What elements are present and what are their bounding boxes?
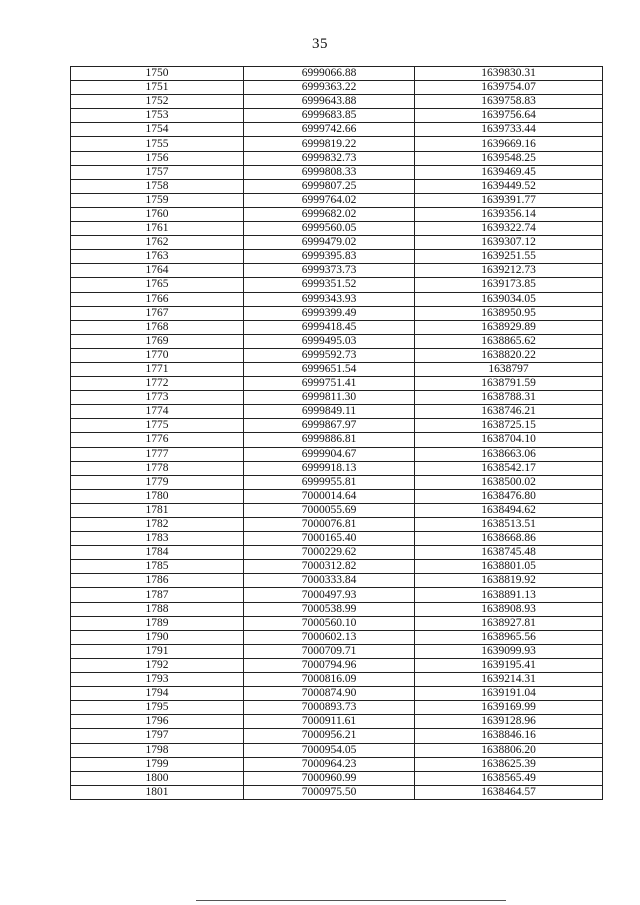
- x-coordinate-cell: 6999832.73: [244, 151, 415, 165]
- x-coordinate-cell: 7000893.73: [244, 701, 415, 715]
- x-coordinate-cell: 6999643.88: [244, 95, 415, 109]
- x-coordinate-cell: 7000229.62: [244, 546, 415, 560]
- point-number-cell: 1771: [71, 362, 244, 376]
- table-row: [71, 264, 603, 278]
- table-row: [71, 518, 603, 532]
- x-coordinate-cell: 7000055.69: [244, 503, 415, 517]
- y-coordinate-cell: 1638908.93: [415, 602, 603, 616]
- point-number-cell: 1760: [71, 207, 244, 221]
- y-coordinate-cell: 1638745.48: [415, 546, 603, 560]
- x-coordinate-cell: 6999066.88: [244, 67, 415, 81]
- point-number-cell: 1793: [71, 673, 244, 687]
- x-coordinate-cell: 7000816.09: [244, 673, 415, 687]
- point-number-cell: 1796: [71, 715, 244, 729]
- table-row: [71, 532, 603, 546]
- table-row: [71, 771, 603, 785]
- point-number-cell: 1766: [71, 292, 244, 306]
- table-row: [71, 151, 603, 165]
- x-coordinate-cell: 7000964.23: [244, 757, 415, 771]
- table-row: [71, 546, 603, 560]
- y-coordinate-cell: 1638819.92: [415, 574, 603, 588]
- point-number-cell: 1801: [71, 785, 244, 799]
- x-coordinate-cell: 7000165.40: [244, 532, 415, 546]
- table-row: [71, 137, 603, 151]
- table-row: [71, 236, 603, 250]
- table-row: [71, 81, 603, 95]
- point-number-cell: 1759: [71, 193, 244, 207]
- table-row: [71, 461, 603, 475]
- point-number-cell: 1781: [71, 503, 244, 517]
- table-row: [71, 475, 603, 489]
- table-row: [71, 687, 603, 701]
- x-coordinate-cell: 7000956.21: [244, 729, 415, 743]
- y-coordinate-cell: 1639251.55: [415, 250, 603, 264]
- point-number-cell: 1767: [71, 306, 244, 320]
- table-row: [71, 701, 603, 715]
- scan-artifact-line: [196, 900, 506, 901]
- y-coordinate-cell: 1638797: [415, 362, 603, 376]
- x-coordinate-cell: 6999751.41: [244, 377, 415, 391]
- y-coordinate-cell: 1639391.77: [415, 193, 603, 207]
- x-coordinate-cell: 7000709.71: [244, 644, 415, 658]
- point-number-cell: 1779: [71, 475, 244, 489]
- y-coordinate-cell: 1639195.41: [415, 658, 603, 672]
- x-coordinate-cell: 6999918.13: [244, 461, 415, 475]
- table-row: [71, 306, 603, 320]
- x-coordinate-cell: 7000960.99: [244, 771, 415, 785]
- point-number-cell: 1754: [71, 123, 244, 137]
- point-number-cell: 1788: [71, 602, 244, 616]
- y-coordinate-cell: 1639099.93: [415, 644, 603, 658]
- y-coordinate-cell: 1639449.52: [415, 179, 603, 193]
- y-coordinate-cell: 1638865.62: [415, 334, 603, 348]
- x-coordinate-cell: 7000312.82: [244, 560, 415, 574]
- point-number-cell: 1752: [71, 95, 244, 109]
- point-number-cell: 1751: [71, 81, 244, 95]
- point-number-cell: 1799: [71, 757, 244, 771]
- point-number-cell: 1770: [71, 348, 244, 362]
- y-coordinate-cell: 1638801.05: [415, 560, 603, 574]
- x-coordinate-cell: 6999395.83: [244, 250, 415, 264]
- x-coordinate-cell: 6999418.45: [244, 320, 415, 334]
- table-row: [71, 67, 603, 81]
- point-number-cell: 1758: [71, 179, 244, 193]
- table-row: [71, 109, 603, 123]
- point-number-cell: 1775: [71, 419, 244, 433]
- x-coordinate-cell: 7000602.13: [244, 630, 415, 644]
- x-coordinate-cell: 7000954.05: [244, 743, 415, 757]
- table-row: [71, 165, 603, 179]
- point-number-cell: 1776: [71, 433, 244, 447]
- y-coordinate-cell: 1639669.16: [415, 137, 603, 151]
- y-coordinate-cell: 1639758.83: [415, 95, 603, 109]
- x-coordinate-cell: 6999683.85: [244, 109, 415, 123]
- table-row: [71, 95, 603, 109]
- y-coordinate-cell: 1639034.05: [415, 292, 603, 306]
- table-row: [71, 320, 603, 334]
- y-coordinate-cell: 1638788.31: [415, 391, 603, 405]
- x-coordinate-cell: 6999363.22: [244, 81, 415, 95]
- table-row: [71, 207, 603, 221]
- coordinates-table-body: [71, 67, 603, 800]
- y-coordinate-cell: 1639756.64: [415, 109, 603, 123]
- x-coordinate-cell: 6999592.73: [244, 348, 415, 362]
- y-coordinate-cell: 1638725.15: [415, 419, 603, 433]
- point-number-cell: 1774: [71, 405, 244, 419]
- x-coordinate-cell: 7000911.61: [244, 715, 415, 729]
- point-number-cell: 1797: [71, 729, 244, 743]
- y-coordinate-cell: 1638476.80: [415, 489, 603, 503]
- y-coordinate-cell: 1639733.44: [415, 123, 603, 137]
- x-coordinate-cell: 6999867.97: [244, 419, 415, 433]
- coordinates-table: [70, 66, 603, 800]
- y-coordinate-cell: 1638494.62: [415, 503, 603, 517]
- y-coordinate-cell: 1639469.45: [415, 165, 603, 179]
- table-row: [71, 602, 603, 616]
- x-coordinate-cell: 7000333.84: [244, 574, 415, 588]
- table-row: [71, 123, 603, 137]
- point-number-cell: 1764: [71, 264, 244, 278]
- y-coordinate-cell: 1638820.22: [415, 348, 603, 362]
- y-coordinate-cell: 1638513.51: [415, 518, 603, 532]
- x-coordinate-cell: 6999373.73: [244, 264, 415, 278]
- table-row: [71, 673, 603, 687]
- x-coordinate-cell: 6999886.81: [244, 433, 415, 447]
- x-coordinate-cell: 6999849.11: [244, 405, 415, 419]
- table-row: [71, 658, 603, 672]
- point-number-cell: 1761: [71, 222, 244, 236]
- point-number-cell: 1753: [71, 109, 244, 123]
- table-row: [71, 574, 603, 588]
- x-coordinate-cell: 6999819.22: [244, 137, 415, 151]
- y-coordinate-cell: 1638663.06: [415, 447, 603, 461]
- point-number-cell: 1762: [71, 236, 244, 250]
- page-number: 35: [312, 36, 328, 52]
- table-row: [71, 785, 603, 799]
- table-row: [71, 729, 603, 743]
- x-coordinate-cell: 6999811.30: [244, 391, 415, 405]
- point-number-cell: 1798: [71, 743, 244, 757]
- y-coordinate-cell: 1638500.02: [415, 475, 603, 489]
- point-number-cell: 1757: [71, 165, 244, 179]
- x-coordinate-cell: 7000538.99: [244, 602, 415, 616]
- table-row: [71, 222, 603, 236]
- x-coordinate-cell: 7000560.10: [244, 616, 415, 630]
- point-number-cell: 1787: [71, 588, 244, 602]
- y-coordinate-cell: 1639548.25: [415, 151, 603, 165]
- y-coordinate-cell: 1639322.74: [415, 222, 603, 236]
- x-coordinate-cell: 6999495.03: [244, 334, 415, 348]
- point-number-cell: 1755: [71, 137, 244, 151]
- x-coordinate-cell: 7000014.64: [244, 489, 415, 503]
- point-number-cell: 1792: [71, 658, 244, 672]
- table-row: [71, 348, 603, 362]
- point-number-cell: 1777: [71, 447, 244, 461]
- point-number-cell: 1769: [71, 334, 244, 348]
- point-number-cell: 1800: [71, 771, 244, 785]
- x-coordinate-cell: 6999904.67: [244, 447, 415, 461]
- x-coordinate-cell: 6999399.49: [244, 306, 415, 320]
- y-coordinate-cell: 1639191.04: [415, 687, 603, 701]
- y-coordinate-cell: 1639169.99: [415, 701, 603, 715]
- y-coordinate-cell: 1638565.49: [415, 771, 603, 785]
- x-coordinate-cell: 7000975.50: [244, 785, 415, 799]
- y-coordinate-cell: 1639830.31: [415, 67, 603, 81]
- x-coordinate-cell: 6999808.33: [244, 165, 415, 179]
- point-number-cell: 1756: [71, 151, 244, 165]
- y-coordinate-cell: 1638929.89: [415, 320, 603, 334]
- y-coordinate-cell: 1639212.73: [415, 264, 603, 278]
- table-row: [71, 757, 603, 771]
- x-coordinate-cell: 6999742.66: [244, 123, 415, 137]
- table-row: [71, 743, 603, 757]
- x-coordinate-cell: 7000874.90: [244, 687, 415, 701]
- table-row: [71, 405, 603, 419]
- table-row: [71, 419, 603, 433]
- table-row: [71, 250, 603, 264]
- y-coordinate-cell: 1639214.31: [415, 673, 603, 687]
- table-row: [71, 616, 603, 630]
- y-coordinate-cell: 1639128.96: [415, 715, 603, 729]
- table-row: [71, 447, 603, 461]
- y-coordinate-cell: 1638704.10: [415, 433, 603, 447]
- table-row: [71, 715, 603, 729]
- point-number-cell: 1794: [71, 687, 244, 701]
- table-row: [71, 334, 603, 348]
- x-coordinate-cell: 6999807.25: [244, 179, 415, 193]
- x-coordinate-cell: 6999560.05: [244, 222, 415, 236]
- point-number-cell: 1780: [71, 489, 244, 503]
- table-row: [71, 362, 603, 376]
- point-number-cell: 1765: [71, 278, 244, 292]
- y-coordinate-cell: 1638791.59: [415, 377, 603, 391]
- table-row: [71, 560, 603, 574]
- x-coordinate-cell: 6999343.93: [244, 292, 415, 306]
- x-coordinate-cell: 7000497.93: [244, 588, 415, 602]
- x-coordinate-cell: 6999682.02: [244, 207, 415, 221]
- y-coordinate-cell: 1639173.85: [415, 278, 603, 292]
- x-coordinate-cell: 6999479.02: [244, 236, 415, 250]
- table-row: [71, 644, 603, 658]
- table-row: [71, 391, 603, 405]
- point-number-cell: 1768: [71, 320, 244, 334]
- point-number-cell: 1784: [71, 546, 244, 560]
- table-row: [71, 588, 603, 602]
- y-coordinate-cell: 1638927.81: [415, 616, 603, 630]
- y-coordinate-cell: 1638464.57: [415, 785, 603, 799]
- table-row: [71, 278, 603, 292]
- point-number-cell: 1773: [71, 391, 244, 405]
- x-coordinate-cell: 6999955.81: [244, 475, 415, 489]
- table-row: [71, 489, 603, 503]
- point-number-cell: 1791: [71, 644, 244, 658]
- x-coordinate-cell: 6999651.54: [244, 362, 415, 376]
- y-coordinate-cell: 1638542.17: [415, 461, 603, 475]
- point-number-cell: 1783: [71, 532, 244, 546]
- table-row: [71, 503, 603, 517]
- y-coordinate-cell: 1638625.39: [415, 757, 603, 771]
- point-number-cell: 1782: [71, 518, 244, 532]
- y-coordinate-cell: 1638746.21: [415, 405, 603, 419]
- y-coordinate-cell: 1639356.14: [415, 207, 603, 221]
- point-number-cell: 1789: [71, 616, 244, 630]
- x-coordinate-cell: 7000794.96: [244, 658, 415, 672]
- y-coordinate-cell: 1638668.86: [415, 532, 603, 546]
- table-row: [71, 433, 603, 447]
- point-number-cell: 1750: [71, 67, 244, 81]
- table-row: [71, 630, 603, 644]
- point-number-cell: 1763: [71, 250, 244, 264]
- point-number-cell: 1786: [71, 574, 244, 588]
- point-number-cell: 1778: [71, 461, 244, 475]
- point-number-cell: 1795: [71, 701, 244, 715]
- y-coordinate-cell: 1638950.95: [415, 306, 603, 320]
- y-coordinate-cell: 1638806.20: [415, 743, 603, 757]
- x-coordinate-cell: 7000076.81: [244, 518, 415, 532]
- y-coordinate-cell: 1638965.56: [415, 630, 603, 644]
- table-row: [71, 193, 603, 207]
- table-row: [71, 292, 603, 306]
- point-number-cell: 1790: [71, 630, 244, 644]
- table-row: [71, 179, 603, 193]
- y-coordinate-cell: 1638891.13: [415, 588, 603, 602]
- x-coordinate-cell: 6999351.52: [244, 278, 415, 292]
- y-coordinate-cell: 1638846.16: [415, 729, 603, 743]
- point-number-cell: 1785: [71, 560, 244, 574]
- table-row: [71, 377, 603, 391]
- x-coordinate-cell: 6999764.02: [244, 193, 415, 207]
- y-coordinate-cell: 1639754.07: [415, 81, 603, 95]
- point-number-cell: 1772: [71, 377, 244, 391]
- y-coordinate-cell: 1639307.12: [415, 236, 603, 250]
